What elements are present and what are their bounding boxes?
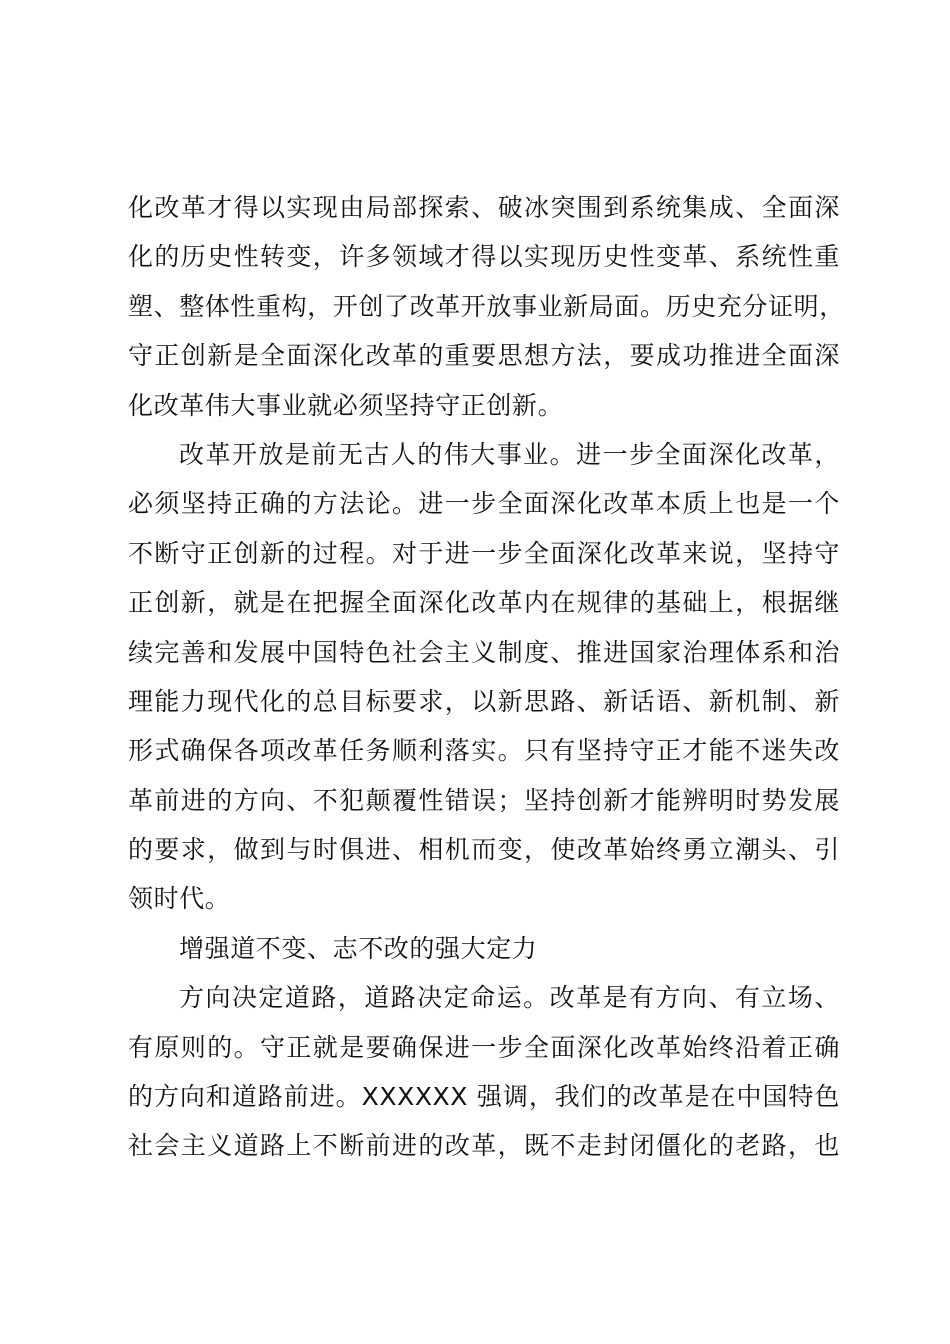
paragraph-first-line: 改革开放是前无古人的伟大事业。进一步全面深化改革， [179,439,840,469]
document-body [128,183,845,1171]
text-line: 有原则的。守正就是要确保进一步全面深化改革始终沿着正确 [128,1032,840,1062]
text-line: 塑、整体性重构，开创了改革开放事业新局面。历史充分证明， [128,291,845,321]
text-line: 化的历史性转变，许多领域才得以实现历史性变革、系统性重 [128,242,840,272]
text-line: 革前进的方向、不犯颠覆性错误；坚持创新才能辨明时势发展 [128,785,840,815]
text-line: 理能力现代化的总目标要求，以新思路、新话语、新机制、新 [128,686,840,716]
text-line: 化改革才得以实现由局部探索、破冰突围到系统集成、全面深 [128,193,840,222]
text-line: 正创新，就是在把握全面深化改革内在规律的基础上，根据继 [128,588,840,618]
text-line: 的要求，做到与时俱进、相机而变，使改革始终勇立潮头、引 [128,835,840,865]
text-line: 不断守正创新的过程。对于进一步全面深化改革来说，坚持守 [128,538,840,568]
section-heading: 增强道不变、志不改的强大定力 [179,933,538,963]
text-line: 社会主义道路上不断前进的改革，既不走封闭僵化的老路，也 [128,1131,840,1161]
text-line: 必须坚持正确的方法论。进一步全面深化改革本质上也是一个 [128,489,840,519]
text-line: 的方向和道路前进。XXXXXX 强调，我们的改革是在中国特色 [128,1082,840,1112]
text-line: 领时代。 [128,884,231,914]
text-line: 化改革伟大事业就必须坚持守正创新。 [128,390,564,420]
paragraph-first-line: 方向决定道路，道路决定命运。改革是有方向、有立场、 [179,983,840,1013]
text-line: 形式确保各项改革任务顺利落实。只有坚持守正才能不迷失改 [128,736,840,766]
text-line: 续完善和发展中国特色社会主义制度、推进国家治理体系和治 [128,637,840,667]
text-line: 守正创新是全面深化改革的重要思想方法，要成功推进全面深 [128,341,840,371]
